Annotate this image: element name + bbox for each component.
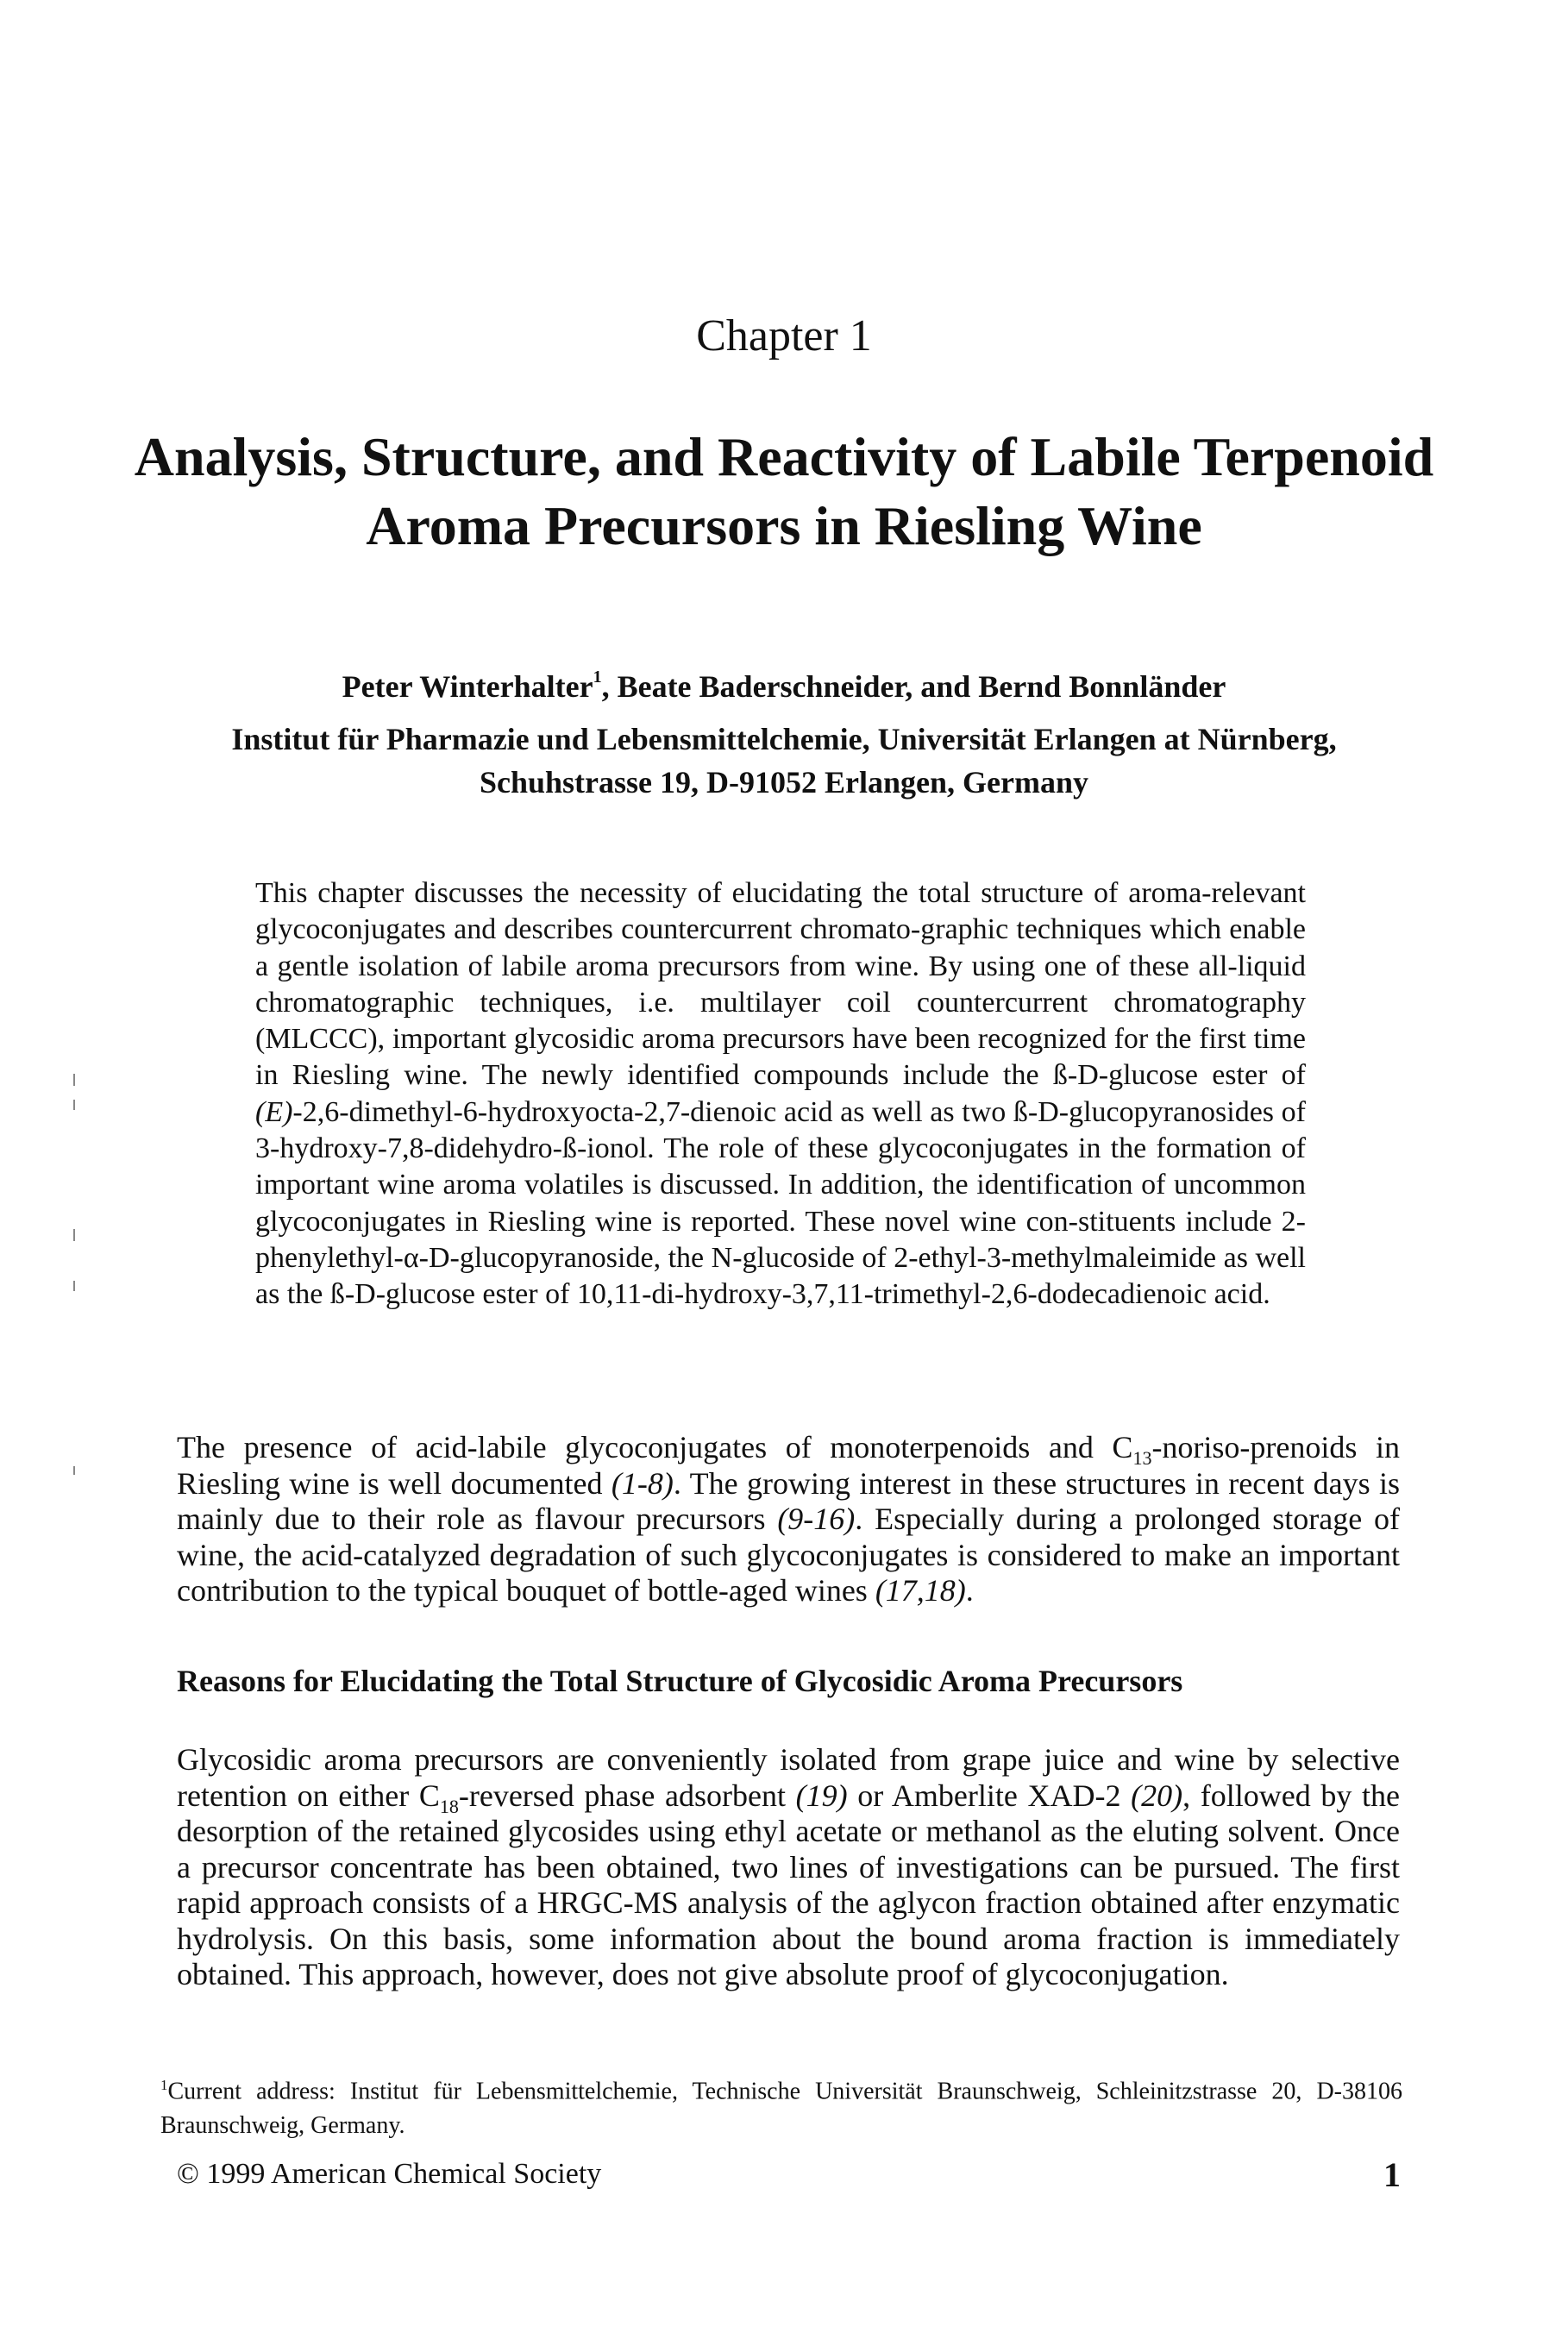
abstract-stereo-label: (E) bbox=[255, 1095, 293, 1128]
author-footnote-mark: 1 bbox=[593, 668, 602, 687]
intro-paragraph bbox=[177, 1430, 1400, 1609]
section-heading bbox=[177, 1663, 1400, 1699]
footnote-text: Current address: Institut für Lebensmittelchemie, Technische Universität Braunschweig, Schleinitzstrasse 20, D-38106 Braunschweig, Germany. bbox=[160, 2078, 1402, 2140]
author-rest: , Beate Baderschneider, and Bernd Bonnländer bbox=[601, 669, 1226, 704]
title-line-1: Analysis, Structure, and Reactivity of Labile Terpenoid bbox=[134, 426, 1434, 487]
page-number: 1 bbox=[1383, 2155, 1401, 2194]
intro-text-2: -noriso-prenoids in Riesling wine is well documented bbox=[177, 1430, 1400, 1501]
section-text-3: or Amberlite XAD-2 bbox=[847, 1778, 1132, 1813]
author-first: Peter Winterhalter bbox=[342, 669, 593, 704]
section-text-1: Glycosidic aroma precursors are conveniently isolated from grape juice and wine by selective retention on either C bbox=[177, 1742, 1400, 1813]
section-subscript: 18 bbox=[439, 1795, 459, 1817]
margin-scan-mark bbox=[73, 1466, 75, 1475]
intro-ref-1: (1-8) bbox=[611, 1465, 674, 1501]
margin-scan-mark bbox=[73, 1100, 75, 1110]
abstract-text-1: This chapter discusses the necessity of elucidating the total structure of aroma-relevant glycoconjugates and describes countercurrent chromato-graphic techniques which enable a gentle isolation of labile aroma precursors from wine. By using one of these all-liquid chromatographic techniques, i.e. multilayer coil countercurrent chromatography (MLCCC), important glycosidic aroma precursors have been recognized for the first time in Riesling wine. The newly identified compounds include the ß-D-glucose ester of bbox=[255, 877, 1306, 1092]
section-heading-text: Reasons for Elucidating the Total Structure of Glycosidic Aroma Precursors bbox=[177, 1664, 1183, 1698]
footnote-divider bbox=[177, 2064, 625, 2065]
author-list bbox=[129, 668, 1439, 705]
affiliation bbox=[147, 718, 1421, 804]
section-ref-2: (20) bbox=[1131, 1778, 1183, 1813]
abstract bbox=[255, 875, 1306, 1314]
intro-text-4: . Especially during a prolonged storage of wine, the acid-catalyzed degradation of such glycoconjugates is considered to make an important contribution to the typical bouquet of bottle-aged wines bbox=[177, 1502, 1400, 1608]
chapter-label: Chapter 1 bbox=[696, 311, 872, 361]
chapter-title bbox=[129, 423, 1439, 561]
intro-subscript: 13 bbox=[1132, 1447, 1152, 1470]
intro-ref-2: (9-16) bbox=[777, 1502, 856, 1536]
margin-scan-mark bbox=[73, 1074, 75, 1086]
footnote bbox=[160, 2068, 1402, 2143]
intro-ref-3: (17,18) bbox=[875, 1573, 966, 1608]
copyright-notice: © 1999 American Chemical Society bbox=[177, 2158, 602, 2190]
abstract-text-2: -2,6-dimethyl-6-hydroxyocta-2,7-dienoic acid as well as two ß-D-glucopyranosides of 3-hydroxy-7,8-didehydro-ß-ionol. The role of these glycoconjugates in the formation of important wine aroma volatiles is discussed. In addition, the identification of uncommon glycoconjugates in Riesling wine is reported. These novel wine con-stituents include 2-phenylethyl-α-D-glucopyranoside, the N-glucoside of 2-ethyl-3-methylmaleimide as well as the ß-D-glucose ester of 10,11-di-hydroxy-3,7,11-trimethyl-2,6-dodecadienoic acid. bbox=[255, 1095, 1306, 1311]
intro-text-5: . bbox=[965, 1573, 974, 1608]
margin-scan-mark bbox=[73, 1229, 75, 1241]
affiliation-line-2: Schuhstrasse 19, D-91052 Erlangen, Germany bbox=[479, 765, 1088, 800]
intro-text-3: . The growing interest in these structures in recent days is mainly due to their role as flavour precursors bbox=[177, 1465, 1401, 1536]
title-line-2: Aroma Precursors in Riesling Wine bbox=[366, 495, 1202, 556]
affiliation-line-1: Institut für Pharmazie und Lebensmittelchemie, Universität Erlangen at Nürnberg, bbox=[231, 722, 1337, 756]
margin-scan-mark bbox=[73, 1281, 75, 1291]
section-ref-1: (19) bbox=[795, 1778, 848, 1813]
section-paragraph bbox=[177, 1742, 1400, 1993]
section-text-4: , followed by the desorption of the retained glycosides using ethyl acetate or methanol as the eluting solvent. Once a precursor concentrate has been obtained, two lines of investigations can be pursued. The first rapid approach consists of a HRGC-MS analysis of the aglycon fraction obtained after enzymatic hydrolysis. On this basis, some information about the bound aroma fraction is immediately obtained. This approach, however, does not give absolute proof of glycoconjugation. bbox=[177, 1778, 1401, 1991]
intro-text-1: The presence of acid-labile glycoconjugates of monoterpenoids and C bbox=[177, 1430, 1133, 1464]
section-text-2: -reversed phase adsorbent bbox=[458, 1778, 796, 1813]
footnote-mark: 1 bbox=[160, 2077, 168, 2093]
